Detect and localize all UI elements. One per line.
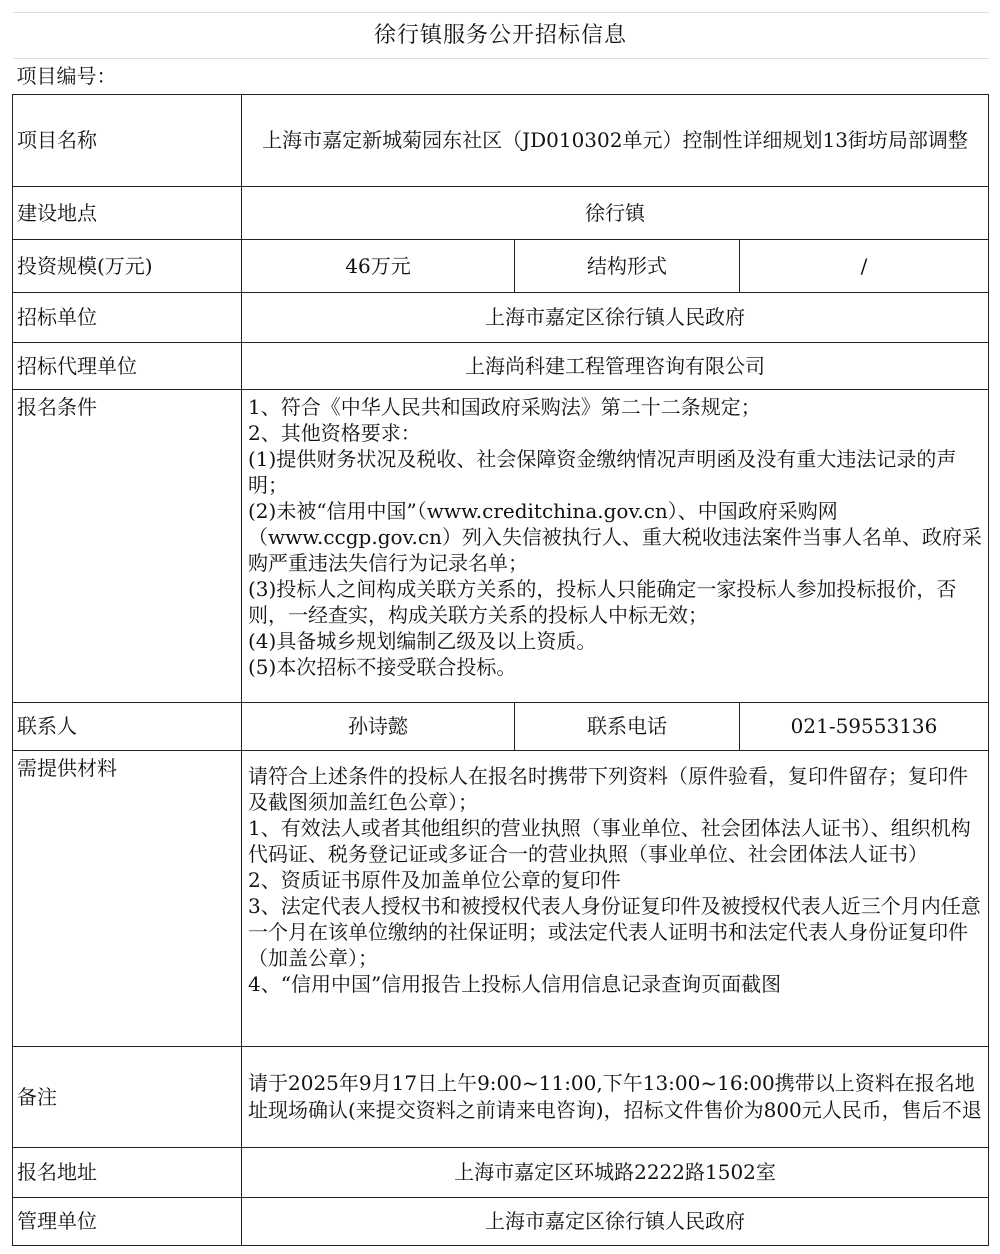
structure-label: 结构形式 — [515, 240, 740, 293]
row-contact — [13, 703, 989, 751]
row-location — [13, 187, 989, 240]
agent-label: 招标代理单位 — [13, 343, 242, 390]
material-line: 2、资质证书原件及加盖单位公章的复印件 — [248, 868, 621, 892]
location-label: 建设地点 — [13, 187, 242, 240]
page-title: 徐行镇服务公开招标信息 — [13, 13, 989, 59]
address-value: 上海市嘉定区环城路2222路1502室 — [242, 1148, 989, 1198]
row-remarks — [13, 1047, 989, 1148]
tenderer-value: 上海市嘉定区徐行镇人民政府 — [242, 293, 989, 343]
row-agent — [13, 343, 989, 390]
row-address — [13, 1148, 989, 1198]
agent-value: 上海尚科建工程管理咨询有限公司 — [242, 343, 989, 390]
row-project-name — [13, 95, 989, 187]
row-management — [13, 1198, 989, 1246]
contact-label: 联系人 — [13, 703, 242, 751]
tenderer-label: 招标单位 — [13, 293, 242, 343]
project-name-label: 项目名称 — [13, 95, 242, 187]
material-line: 请符合上述条件的投标人在报名时携带下列资料（原件验看，复印件留存；复印件及截图须加盖红色公章）； — [248, 764, 968, 814]
structure-value: / — [740, 240, 989, 293]
management-value: 上海市嘉定区徐行镇人民政府 — [242, 1198, 989, 1246]
material-line: 1、有效法人或者其他组织的营业执照（事业单位、社会团体法人证书）、组织机构代码证、税务登记证或多证合一的营业执照（事业单位、社会团体法人证书） — [248, 816, 971, 866]
project-code-label: 项目编号： — [16, 64, 117, 88]
remarks-label: 备注 — [13, 1047, 242, 1148]
condition-line: (3)投标人之间构成关联方关系的，投标人只能确定一家投标人参加投标报价，否则，一经查实，构成关联方关系的投标人中标无效； — [248, 577, 957, 627]
row-conditions — [13, 390, 989, 703]
conditions-value — [242, 390, 989, 703]
title-row — [13, 13, 989, 59]
investment-label: 投资规模(万元) — [13, 240, 242, 293]
management-label: 管理单位 — [13, 1198, 242, 1246]
row-materials — [13, 751, 989, 1047]
tender-table — [12, 12, 989, 1246]
conditions-label: 报名条件 — [13, 390, 242, 703]
condition-line: (2)未被“信用中国”（www.creditchina.gov.cn）、中国政府采购网（www.ccgp.gov.cn）列入失信被执行人、重大税收违法案件当事人名单、政府采购严重违法失信行为记录名单； — [248, 499, 982, 575]
condition-line: (1)提供财务状况及税收、社会保障资金缴纳情况声明函及没有重大违法记录的声明； — [248, 447, 957, 497]
row-tenderer — [13, 293, 989, 343]
condition-line: (4)具备城乡规划编制乙级及以上资质。 — [248, 629, 597, 653]
location-value: 徐行镇 — [242, 187, 989, 240]
row-investment — [13, 240, 989, 293]
tender-info-sheet — [12, 12, 988, 1246]
project-name-value: 上海市嘉定新城菊园东社区（JD010302单元）控制性详细规划13街坊局部调整 — [242, 95, 989, 187]
condition-line: 1、符合《中华人民共和国政府采购法》第二十二条规定； — [248, 395, 761, 419]
phone-value: 021-59553136 — [740, 703, 989, 751]
contact-value: 孙诗懿 — [242, 703, 515, 751]
project-code-row — [13, 59, 989, 95]
material-line: 3、法定代表人授权书和被授权代表人身份证复印件及被授权代表人近三个月内任意一个月在该单位缴纳的社保证明；或法定代表人证明书和法定代表人身份证复印件（加盖公章）； — [248, 894, 981, 970]
materials-value — [242, 751, 989, 1047]
condition-line: 2、其他资格要求： — [248, 421, 421, 445]
phone-label: 联系电话 — [515, 703, 740, 751]
materials-label: 需提供材料 — [13, 751, 242, 1047]
investment-value: 46万元 — [242, 240, 515, 293]
remarks-value: 请于2025年9月17日上午9:00~11:00,下午13:00~16:00携带以上资料在报名地址现场确认(来提交资料之前请来电咨询)，招标文件售价为800元人民币，售后不退 — [242, 1047, 989, 1148]
condition-line: (5)本次招标不接受联合投标。 — [248, 655, 517, 679]
address-label: 报名地址 — [13, 1148, 242, 1198]
material-line: 4、“信用中国”信用报告上投标人信用信息记录查询页面截图 — [248, 972, 782, 996]
